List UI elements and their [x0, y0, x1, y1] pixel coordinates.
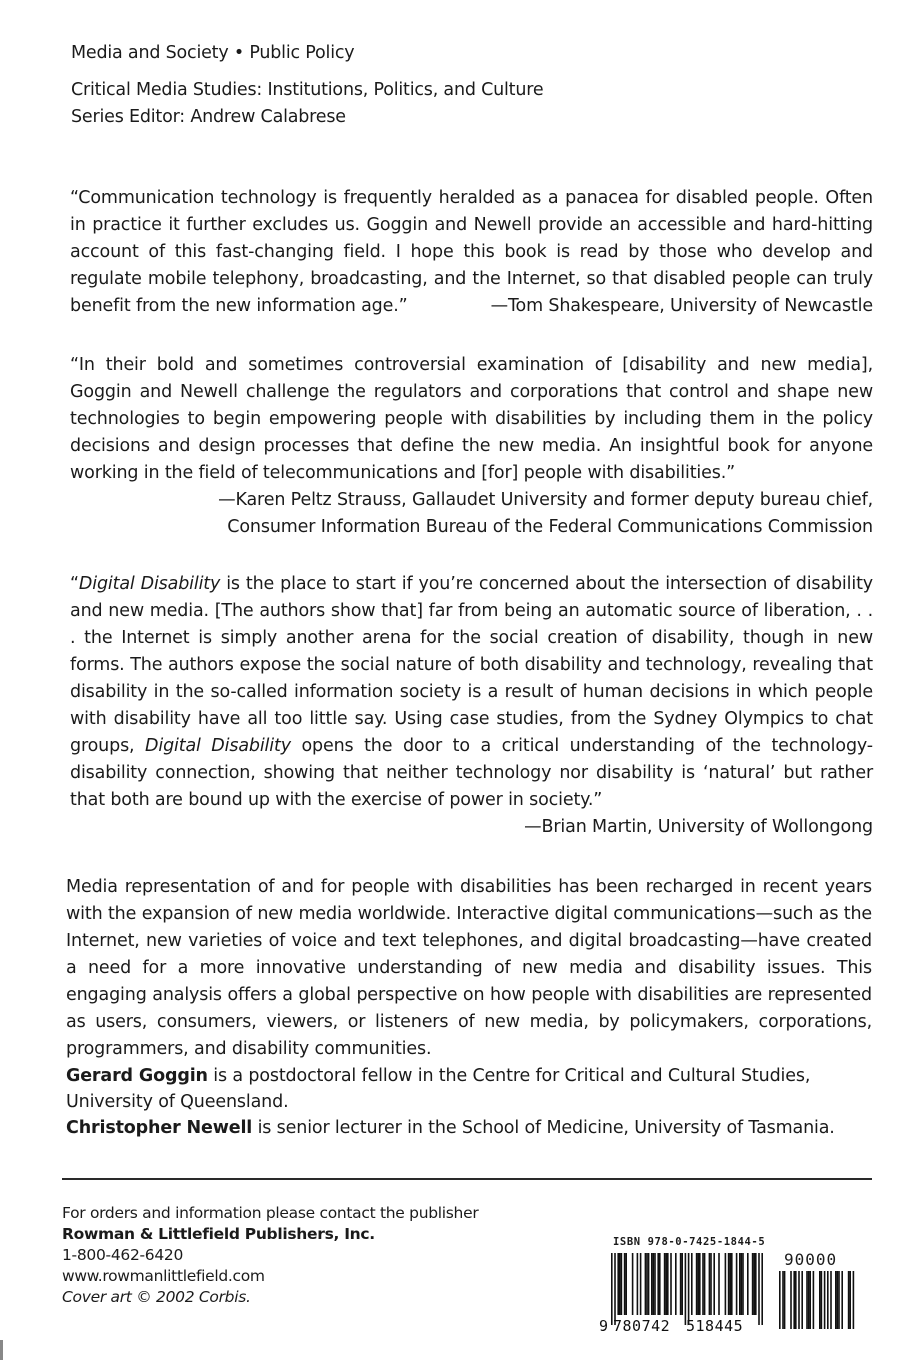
barcode-bar [645, 1253, 647, 1315]
addon-bar [798, 1271, 800, 1329]
quote-text: “Communication technology is frequently heralded as a panacea for disabled people. Often in practice it further excludes us. Goggin and Newell provide an accessible and hard-hitting account of this fast-changing field. I hope this book is read by those who develop and regulate mobile telephony, broadcasting, and the Internet, so that disabled people can truly benefit from the new information age.” [70, 188, 873, 316]
publisher-name: Rowman & Littlefield Publishers, Inc. [62, 1225, 375, 1243]
addon-bar [848, 1271, 850, 1329]
barcode-bar [702, 1253, 704, 1315]
barcode-bar [624, 1253, 626, 1315]
barcode-bar [653, 1253, 655, 1315]
addon-bar [835, 1271, 837, 1329]
barcode-bar [685, 1253, 687, 1325]
divider [62, 1178, 872, 1180]
series-info [71, 40, 543, 131]
barcode-addon-number: 90000 [784, 1250, 838, 1269]
author-bios [66, 1063, 872, 1141]
barcode-bar [688, 1253, 690, 1325]
barcode-bar [739, 1253, 741, 1315]
barcode-bar [611, 1253, 613, 1325]
barcode-bar [704, 1253, 706, 1315]
addon-bar [827, 1271, 829, 1329]
addon-bar [809, 1271, 811, 1329]
addon-bar [813, 1271, 815, 1329]
series-title: Critical Media Studies: Institutions, Politics, and Culture [71, 80, 544, 100]
barcode-bar [632, 1253, 634, 1315]
publisher-website: www.rowmanlittlefield.com [62, 1267, 265, 1285]
barcode-digits-right: 518445 [686, 1317, 744, 1333]
barcode-digits-left: 780742 [613, 1317, 671, 1333]
publisher-info [62, 1203, 478, 1308]
barcode-bar [761, 1253, 763, 1325]
barcode-bar [657, 1253, 659, 1315]
author-bio-text: is senior lecturer in the School of Medicine, University of Tasmania. [252, 1118, 835, 1138]
quote-text: “In their bold and sometimes controversial examination of [disability and new media], Goggin and Newell challenge the regulators and corporations that control and shape new technologies to begin empowering people with disabilities by including them in the policy decisions and design processes that define the new media. An insightful book for anyone working in the field of telecommunications and [for] people with disabilities.” [70, 355, 873, 483]
barcode-bar [709, 1253, 711, 1315]
barcode-bar [713, 1253, 715, 1315]
barcode-bar [742, 1253, 744, 1315]
author-bio [66, 1063, 872, 1115]
isbn-label: ISBN 978-0-7425-1844-5 [613, 1236, 766, 1248]
addon-bar [824, 1271, 826, 1329]
quote-open-mark: “ [70, 574, 79, 594]
barcode-bar [664, 1253, 666, 1315]
barcode-bar [718, 1253, 720, 1315]
book-title-italic: Digital Disability [78, 574, 221, 594]
ean13-bars [611, 1253, 763, 1325]
barcode-bar [670, 1253, 672, 1315]
barcode-bar [648, 1253, 650, 1315]
barcode-bar [665, 1253, 667, 1315]
series-editor: Series Editor: Andrew Calabrese [71, 107, 346, 127]
barcode-bar [640, 1253, 642, 1315]
addon-bar [779, 1271, 781, 1329]
barcode-bar [729, 1253, 731, 1315]
barcode-bar [675, 1253, 677, 1315]
barcode-bar [741, 1253, 743, 1315]
addon-bar [808, 1271, 810, 1329]
barcode-bar [614, 1253, 616, 1325]
quote-attribution-line-2: Consumer Information Bureau of the Federal Communications Commission [227, 517, 873, 537]
addon-bar [790, 1271, 792, 1329]
barcode-bar [697, 1253, 699, 1315]
addon-bar [801, 1271, 803, 1329]
addon-bar [806, 1271, 808, 1329]
author-bio [66, 1115, 872, 1141]
barcode-bar [728, 1253, 730, 1315]
addon-bar [821, 1271, 823, 1329]
barcode-bar [617, 1253, 619, 1315]
barcode-bar [659, 1253, 661, 1315]
barcode-bar [680, 1253, 682, 1315]
barcode-bar [691, 1253, 693, 1315]
book-description: Media representation of and for people with disabilities has been recharged in recent years with the expansion of new media worldwide. Interactive digital communications—such as the Internet, new varieties of voice and text telephones, and digital broadcasting—have created a need for a more innovative understanding of new media and disability issues. This engaging analysis offers a global perspective on how people with disabilities are represented as users, consumers, viewers, or listeners of new media, by policymakers, corporations, programmers, and disability communities. [66, 877, 872, 1059]
addon-bar [837, 1271, 839, 1329]
addon-bar [853, 1271, 855, 1329]
barcode-bar [667, 1253, 669, 1315]
barcode-bar [681, 1253, 683, 1315]
book-title-italic: Digital Disability [145, 736, 291, 756]
barcode-bar [699, 1253, 701, 1315]
addon-bar [819, 1271, 821, 1329]
publisher-phone: 1-800-462-6420 [62, 1246, 184, 1264]
author-name: Christopher Newell [66, 1118, 253, 1138]
barcode-bar [625, 1253, 627, 1315]
endorsement-quote-1 [70, 185, 873, 320]
addon-bar [784, 1271, 786, 1329]
quote-attribution-line-1: —Karen Peltz Strauss, Gallaudet University and former deputy bureau chief, [218, 490, 873, 510]
author-name: Gerard Goggin [66, 1066, 208, 1086]
barcode-bar [646, 1253, 648, 1315]
barcode-bar [654, 1253, 656, 1315]
barcode-bar [752, 1253, 754, 1315]
barcode-bar [696, 1253, 698, 1315]
barcode-bar [710, 1253, 712, 1315]
addon-bar [830, 1271, 832, 1329]
endorsement-quote-3 [70, 571, 873, 841]
barcode-lead-digit: 9 [599, 1317, 609, 1333]
addon-bar [795, 1271, 797, 1329]
isbn-barcode [597, 1253, 857, 1333]
barcode-bar [621, 1253, 623, 1315]
barcode-bar [753, 1253, 755, 1315]
crop-mark [0, 1340, 3, 1360]
quote-attribution: —Tom Shakespeare, University of Newcastle [490, 296, 873, 316]
quote-attribution: —Brian Martin, University of Wollongong [524, 817, 873, 837]
barcode-bar [619, 1253, 621, 1315]
barcode-bar [758, 1253, 760, 1325]
addon-bar [793, 1271, 795, 1329]
addon-bar [849, 1271, 851, 1329]
addon-bar [782, 1271, 784, 1329]
addon-bars [779, 1271, 854, 1329]
barcode-bar [637, 1253, 639, 1315]
quote-text-part-1: is the place to start if you’re concerned about the intersection of disability and new media. [The authors show that] far from being an automatic source of liberation, . . . the Internet is simply another arena for the social creation of disability, though in new forms. The authors expose the social nature of both disability and technology, revealing that disability in the so-called information society is a result of human decisions in which people with disability have all too little say. Using case studies, from the Sydney Olympics to chat groups, [70, 574, 873, 756]
subject-categories: Media and Society • Public Policy [71, 43, 355, 63]
barcode-bar [747, 1253, 749, 1315]
addon-bar [838, 1271, 840, 1329]
barcode-bar [651, 1253, 653, 1315]
author-bio-text: is a postdoctoral fellow in the Centre for Critical and Cultural Studies, University of Queensland. [66, 1066, 811, 1112]
publisher-intro: For orders and information please contact the publisher [62, 1204, 479, 1222]
barcode-bar [731, 1253, 733, 1315]
barcode-bar [736, 1253, 738, 1315]
addon-bar [841, 1271, 843, 1329]
cover-credit: Cover art © 2002 Corbis. [62, 1288, 251, 1306]
barcode-bar [755, 1253, 757, 1315]
endorsement-quote-2 [70, 352, 873, 541]
barcode-bar [725, 1253, 727, 1315]
quote-text-part-2: opens the door to a critical understanding of the technology-disability connection, showing that neither technology nor disability is ‘natural’ but rather that both are bound up with the exercise of power in society.” [70, 736, 873, 810]
